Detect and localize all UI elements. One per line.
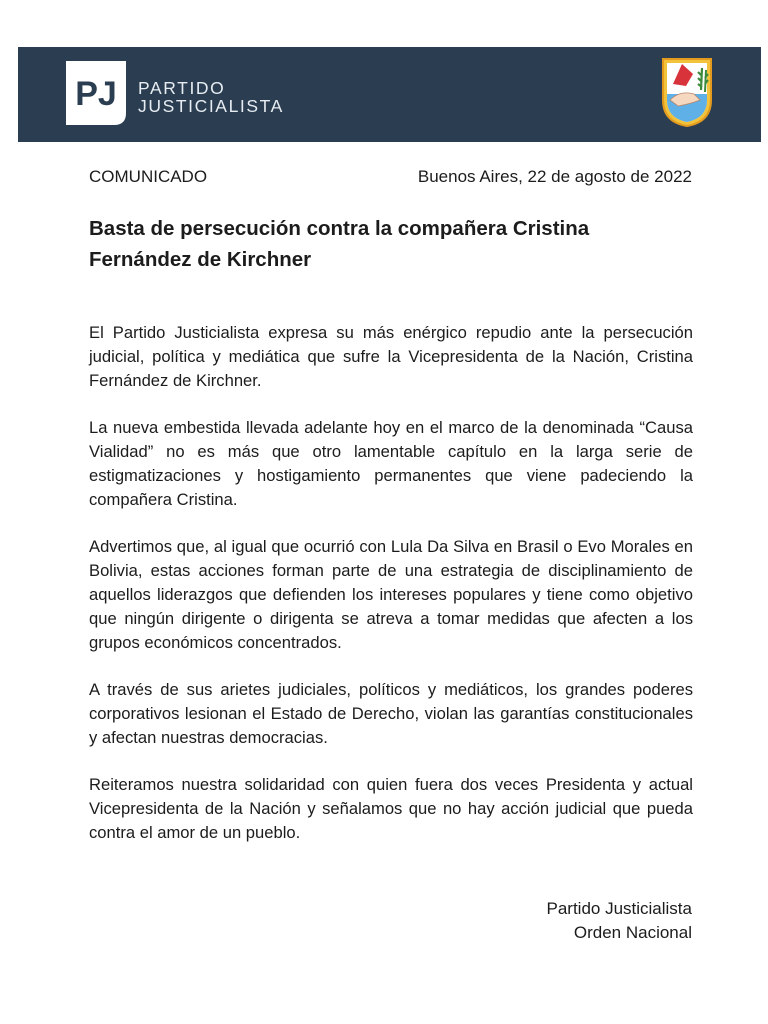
body-paragraph: La nueva embestida llevada adelante hoy en el marco de la denominada “Causa Vialidad” no es más que otro lamentable capítulo en la larga serie de estigmatizaciones y hostigamiento permanentes que viene padeciendo la compañera Cristina.	[89, 418, 693, 509]
party-name	[138, 79, 284, 115]
party-name-line2: JUSTICIALISTA	[138, 96, 284, 116]
document-type-label: COMUNICADO	[89, 167, 208, 186]
body-paragraph: El Partido Justicialista expresa su más enérgico repudio ante la persecución judicial, política y mediática que sufre la Vicepresidenta de la Nación, Cristina Fernández de Kirchner.	[89, 323, 693, 390]
signature-line2: Orden Nacional	[573, 923, 692, 942]
document-title: Basta de persecución contra la compañera Cristina Fernández de Kirchner	[89, 217, 590, 271]
body-paragraph: Advertimos que, al igual que ocurrió con Lula Da Silva en Brasil o Evo Morales en Bolivia, estas acciones forman parte de una estrategia de disciplinamiento de aquellos liderazgos que defienden los intereses populares y tiene como objetivo que ningún dirigente o dirigenta se atreva a tomar medidas que afecten a los grupos económicos concentrados.	[89, 537, 693, 652]
document-body	[89, 321, 693, 868]
body-paragraph: Reiteramos nuestra solidaridad con quien fuera dos veces Presidenta y actual Vicepresidenta de la Nación y señalamos que no hay acción judicial que pueda contra el amor de un pueblo.	[89, 775, 693, 842]
signature-line1: Partido Justicialista	[546, 899, 692, 918]
place-and-date: Buenos Aires, 22 de agosto de 2022	[417, 167, 692, 186]
header-banner	[18, 47, 761, 142]
pj-logo	[66, 61, 126, 125]
signature-block	[546, 897, 692, 945]
pj-shield-emblem-icon	[660, 56, 714, 128]
body-paragraph: A través de sus arietes judiciales, políticos y mediáticos, los grandes poderes corporativos lesionan el Estado de Derecho, violan las garantías constitucionales y afectan nuestras democracias.	[89, 680, 693, 747]
party-name-line1: PARTIDO	[138, 78, 226, 98]
pj-logo-text: PJ	[75, 75, 117, 113]
